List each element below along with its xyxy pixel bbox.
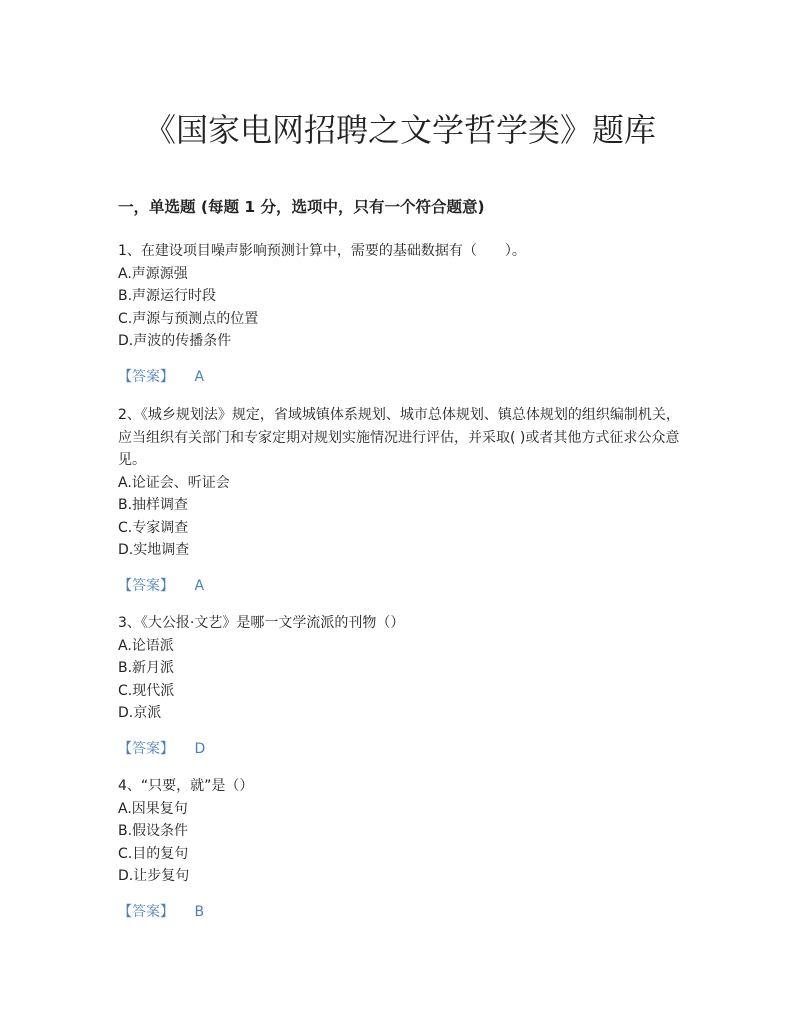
option-a: A.论证会、听证会 (118, 474, 230, 491)
question-stem: 4、“只要，就”是（） (118, 778, 254, 794)
option-b: B.声源运行时段 (118, 288, 217, 304)
section-heading: 一，单选题 (每题 1 分，选项中，只有一个符合题意) (118, 198, 485, 216)
answer-row (118, 738, 693, 760)
option-c: C.专家调查 (118, 519, 189, 536)
document-title: 《国家电网招聘之文学哲学类》题库 (143, 111, 656, 149)
question-3 (118, 612, 693, 760)
answer-label: 【答案】 (118, 577, 174, 594)
option-b: B.抽样调查 (118, 497, 189, 513)
option-c: C.现代派 (118, 682, 175, 699)
answer-label: 【答案】 (118, 368, 174, 385)
question-stem: 2、《城乡规划法》规定，省域城镇体系规划、城市总体规划、镇总体规划的组织编制机关，应当组织有关部门和专家定期对规划实施情况进行评估，并采取( )或者其他方式征求公众意见。 (118, 407, 680, 468)
answer-value: D (194, 740, 206, 757)
question-1 (118, 240, 693, 388)
answer-row (118, 575, 693, 597)
option-c: C.声源与预测点的位置 (118, 310, 259, 327)
answer-value: B (194, 903, 205, 920)
option-d: D.声波的传播条件 (118, 333, 232, 349)
option-d: D.实地调查 (118, 542, 190, 558)
option-d: D.让步复句 (118, 868, 190, 884)
answer-row (118, 366, 693, 388)
answer-label: 【答案】 (118, 740, 174, 757)
question-stem: 1、在建设项目噪声影响预测计算中，需要的基础数据有（ ）。 (118, 243, 526, 259)
option-b: B.假设条件 (118, 823, 189, 839)
option-b: B.新月派 (118, 660, 175, 676)
option-a: A.因果复句 (118, 800, 188, 817)
option-c: C.目的复句 (118, 845, 189, 862)
answer-value: A (194, 577, 205, 594)
option-a: A.论语派 (118, 637, 174, 654)
option-d: D.京派 (118, 705, 162, 721)
option-a: A.声源源强 (118, 265, 188, 282)
question-stem: 3、《大公报·文艺》是哪一文学流派的刊物（） (118, 615, 405, 631)
question-2 (118, 404, 693, 597)
answer-label: 【答案】 (118, 903, 174, 920)
answer-value: A (194, 368, 205, 385)
question-4 (118, 775, 693, 923)
answer-row (118, 901, 693, 923)
